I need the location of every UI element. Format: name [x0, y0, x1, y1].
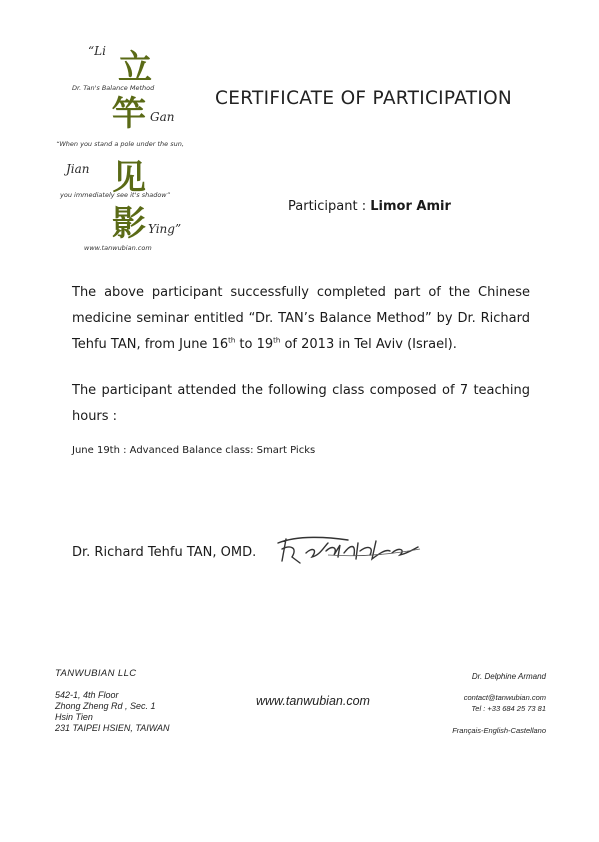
footer-phone: Tel : +33 684 25 73 81	[471, 704, 546, 713]
logo	[56, 38, 200, 263]
certificate-title: CERTIFICATE OF PARTICIPATION	[215, 88, 513, 109]
seminar-text-c: of 2013 in Tel Aviv (Israel).	[280, 337, 457, 352]
hours-paragraph: The participant attended the following class composed of 7 teaching hours :	[72, 383, 530, 424]
footer-contact-name: Dr. Delphine Armand	[471, 672, 546, 681]
logo-glyph-ying: 影	[112, 204, 146, 244]
footer-languages: Français-English-Castellano	[452, 726, 546, 735]
logo-word-jian: Jian	[66, 162, 90, 176]
footer-company: TANWUBIAN LLC	[55, 668, 137, 679]
seminar-sup-b: th	[273, 336, 281, 345]
seminar-sup-a: th	[228, 336, 236, 345]
logo-glyph-gan: 竿	[112, 94, 146, 134]
participant-label: Participant :	[288, 199, 371, 214]
logo-glyph-li: 立	[118, 48, 152, 88]
logo-word-li: “Li	[88, 44, 106, 58]
footer-address-line: Zhong Zheng Rd , Sec. 1	[55, 701, 156, 711]
signature-image	[268, 525, 428, 570]
footer-address-line: Hsin Tien	[55, 712, 93, 722]
participant-line	[288, 199, 451, 214]
seminar-text-a: The above participant successfully completed part of the Chinese medicine seminar entitled “Dr. TAN’s Balance Method” by Dr. Richard Tehfu TAN, from June 16	[72, 285, 530, 352]
footer-contact	[464, 692, 546, 714]
logo-quote-line2: you immediately see it's shadow”	[60, 191, 170, 199]
logo-subtitle: Dr. Tan's Balance Method	[72, 84, 155, 92]
footer-address	[55, 690, 170, 734]
footer-address-line: 542-1, 4th Floor	[55, 690, 119, 700]
footer-website[interactable]: www.tanwubian.com	[256, 694, 370, 708]
footer-email[interactable]: contact@tanwubian.com	[463, 693, 546, 702]
footer-address-line: 231 TAIPEI HSIEN, TAIWAN	[55, 723, 170, 733]
seminar-paragraph	[72, 280, 530, 358]
logo-glyph-jian: 见	[112, 158, 146, 198]
signer-name: Dr. Richard Tehfu TAN, OMD.	[72, 545, 257, 560]
class-line: June 19th : Advanced Balance class: Smart Picks	[72, 445, 316, 456]
participant-name: Limor Amir	[370, 199, 451, 214]
logo-quote-line1: “When you stand a pole under the sun,	[56, 140, 184, 148]
logo-word-ying: Ying”	[148, 222, 182, 236]
logo-word-gan: Gan	[150, 110, 175, 124]
logo-website: www.tanwubian.com	[84, 244, 152, 252]
seminar-text-b: to 19	[235, 337, 274, 352]
